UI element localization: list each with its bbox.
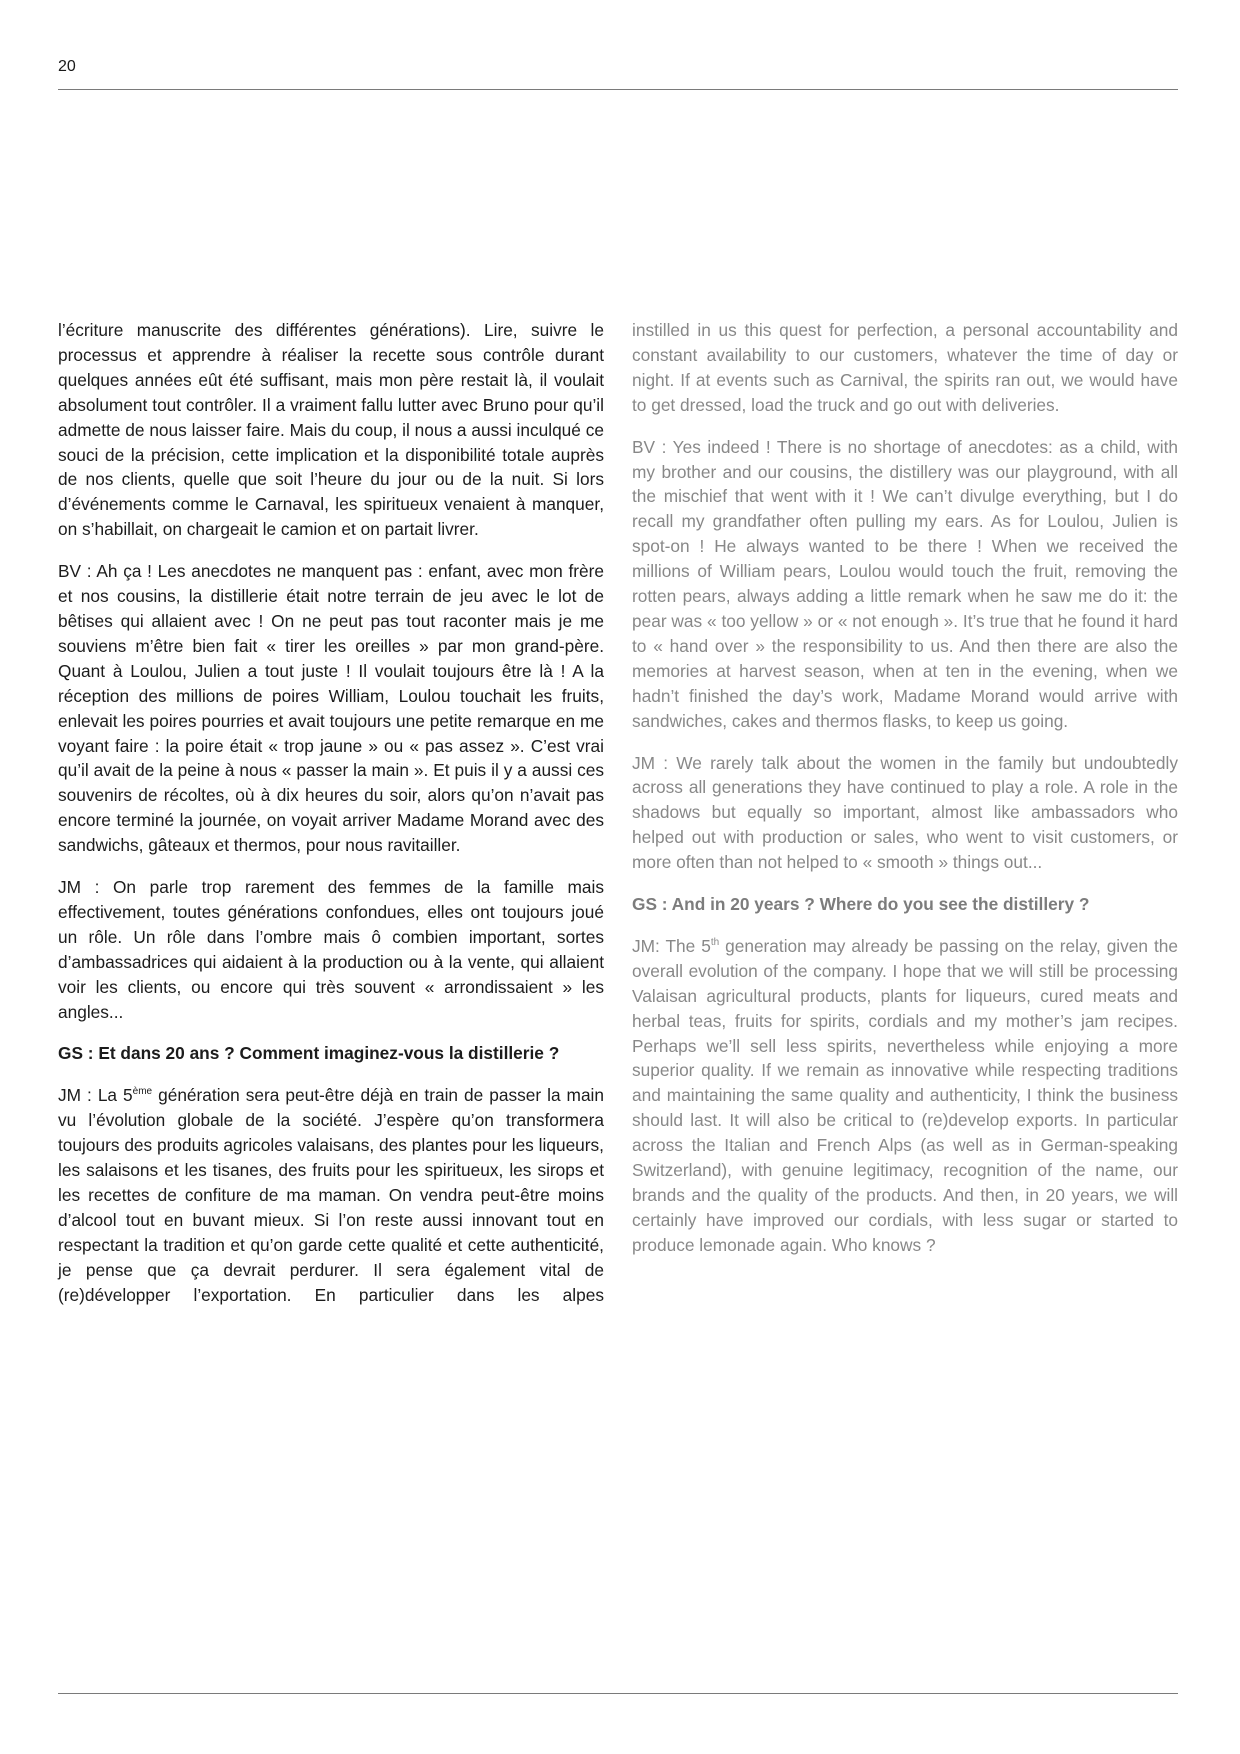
french-paragraph-1: l’écriture manuscrite des différentes générations). Lire, suivre le processus et apprendre à réaliser la recette sous contrôle durant quelques années eût été suffisant, mais mon père restait là, il voulait absolument tout contrôler. Il a vraiment fallu lutter avec Bruno pour qu’il admette de nous laisser faire. Mais du coup, il nous a aussi inculqué ce souci de la précision, cette implication et la disponibilité totale auprès de nos clients, quelle que soit l’heure du jour ou de la nuit. Si lors d’événements comme le Carnaval, les spiritueux venaient à manquer, on s’habillait, on chargeait le camion et on partait livrer.: [58, 320, 604, 540]
english-paragraph-4-start: JM: The 5: [632, 935, 711, 956]
french-paragraph-2: BV : Ah ça ! Les anecdotes ne manquent pas : enfant, avec mon frère et nos cousins, la distillerie était notre terrain de jeu avec le lot de bêtises qui allaient avec ! On ne peut pas tout raconter mais je me souviens m’être bien fait « tirer les oreilles » par mon grand-père. Quant à Loulou, Julien a tout juste ! Il voulait toujours être là ! A la réception des millions de poires William, Loulou touchait les fruits, enlevait les poires pourries et avait toujours une petite remarque en me voyant faire : la poire était « trop jaune » ou « pas assez ». C’est vrai qu’il avait de la peine à nous « passer la main ». Et puis il y a aussi ces souvenirs de récoltes, où à dix heures du soir, alors qu’on n’avait pas encore terminé la journée, on voyait arriver Madame Morand avec des sandwichs, gâteaux et thermos, pour nous ravitailler.: [58, 561, 604, 856]
english-ordinal-suffix: th: [710, 936, 720, 948]
french-question: GS : Et dans 20 ans ? Comment imaginez-vous la distillerie ?: [58, 1043, 560, 1064]
french-paragraph-3: JM : On parle trop rarement des femmes de la famille mais effectivement, toutes générations confondues, elles ont toujours joué un rôle. Un rôle dans l’ombre mais ô combien important, sortes d’ambassadrices qui aidaient à la production ou à la vente, qui allaient voir les clients, ou encore qui très souvent « arrondissaient » les angles...: [58, 877, 604, 1022]
header-rule: [58, 89, 1178, 90]
english-paragraph-4: [632, 934, 1178, 1258]
french-ordinal-suffix: ème: [132, 1086, 153, 1098]
french-paragraph-4: [58, 1083, 604, 1307]
french-paragraph-4-rest: génération sera peut-être déjà en train de passer la main vu l’évolution globale de la société. J’espère qu’on transformera toujours des produits agricoles valaisans, des plantes pour les liqueurs, les salaisons et les tisanes, des fruits pour les spiritueux, les sirops et les recettes de confiture de ma maman. On vendra peut-être moins d’alcool tout en buvant mieux. Si l’on reste aussi innovant tout en respectant la tradition et qu’on garde cette qualité et cette authenticité, je pense que ça devrait perdurer. Il sera également vital de (re)développer l’exportation. En particulier dans les alpes: [58, 1085, 605, 1305]
footer-rule: [58, 1693, 1178, 1694]
english-column: [632, 318, 1178, 1275]
english-paragraph-4-rest: generation may already be passing on the relay, given the overall evolution of the company. I hope that we will still be processing Valaisan agricultural products, plants for liqueurs, cured meats and herbal teas, fruits for spirits, cordials and my mother’s jam recipes. Perhaps we’ll sell less spirits, nevertheless while enjoying a more superior quality. If we remain as innovative while respecting traditions and maintaining the same quality and authenticity, I think the business should last. It will also be critical to (re)develop exports. In particular across the Italian and French Alps (as well as in German-speaking Switzerland), with genuine legitimacy, recognition of the name, our brands and the quality of the products. And then, in 20 years, we will certainly have improved our cordials, with less sugar or started to produce lemonade again. Who knows ?: [632, 935, 1178, 1255]
english-paragraph-2: BV : Yes indeed ! There is no shortage of anecdotes: as a child, with my brother and our cousins, the distillery was our playground, with all the mischief that went with it ! We can’t divulge everything, but I do recall my grandfather often pulling my ears. As for Loulou, Julien is spot-on ! He always wanted to be there ! When we received the millions of William pears, Loulou would touch the fruit, removing the rotten pears, always adding a little remark when he saw me do it: the pear was « too yellow » or « not enough ». It’s true that he found it hard to « hand over » the responsibility to us. And then there are also the memories at harvest season, when at ten in the evening, when we hadn’t finished the day’s work, Madame Morand would arrive with sandwiches, cakes and thermos flasks, to keep us going.: [632, 436, 1178, 731]
page-number: 20: [58, 58, 76, 75]
french-paragraph-4-start: JM : La 5: [58, 1085, 133, 1106]
french-column: [58, 318, 604, 1325]
english-paragraph-1: instilled in us this quest for perfection, a personal accountability and constant availability to our customers, whatever the time of day or night. If at events such as Carnival, the spirits ran out, we would have to get dressed, load the truck and go out with deliveries.: [632, 320, 1178, 415]
english-paragraph-3: JM : We rarely talk about the women in the family but undoubtedly across all generations they have continued to play a role. A role in the shadows but equally so important, almost like ambassadors who helped out with production or sales, who went to visit customers, or more often than not helped to « smooth » things out...: [632, 752, 1178, 873]
english-question: GS : And in 20 years ? Where do you see the distillery ?: [632, 894, 1090, 915]
